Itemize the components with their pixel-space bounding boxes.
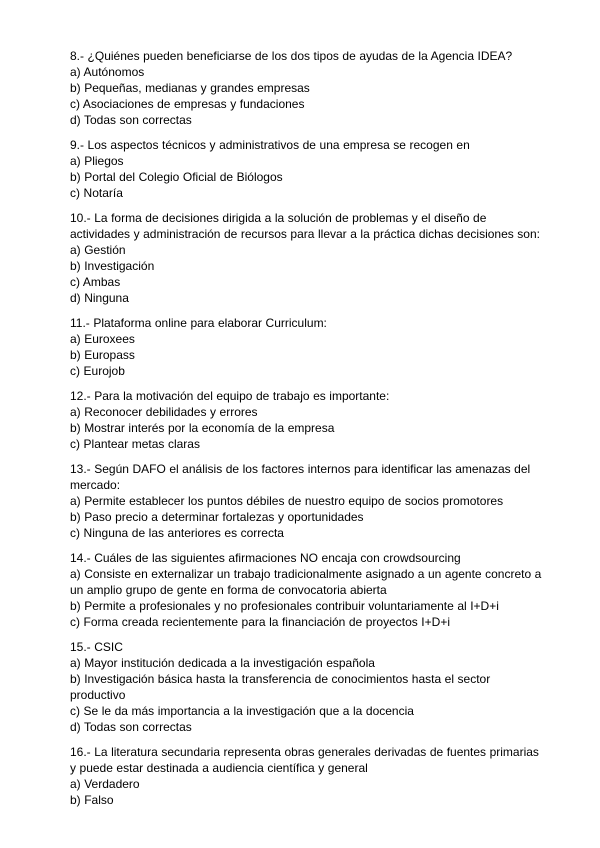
question-option: a) Mayor institución dedicada a la investigación española bbox=[70, 656, 375, 670]
question-text: 14.- Cuáles de las siguientes afirmaciones NO encaja con crowdsourcing bbox=[70, 551, 461, 565]
question-option: b) Pequeñas, medianas y grandes empresas bbox=[70, 81, 310, 95]
question-block-12 bbox=[70, 388, 542, 452]
question-option: b) Europass bbox=[70, 348, 135, 362]
question-option: a) Gestión bbox=[70, 243, 126, 257]
question-option: d) Todas son correctas bbox=[70, 720, 192, 734]
question-text: 15.- CSIC bbox=[70, 640, 123, 654]
question-option: b) Permite a profesionales y no profesionales contribuir voluntariamente al I+D+i bbox=[70, 599, 499, 613]
question-option: c) Ambas bbox=[70, 275, 121, 289]
question-option: c) Se le da más importancia a la investigación que a la docencia bbox=[70, 704, 414, 718]
question-option: c) Asociaciones de empresas y fundaciones bbox=[70, 97, 305, 111]
question-block-10 bbox=[70, 210, 542, 306]
question-text: 9.- Los aspectos técnicos y administrativos de una empresa se recogen en bbox=[70, 138, 470, 152]
question-option: a) Euroxees bbox=[70, 332, 135, 346]
question-option: a) Consiste en externalizar un trabajo tradicionalmente asignado a un agente concreto a un amplio grupo de gente en forma de convocatoria abierta bbox=[70, 567, 542, 597]
question-text: 16.- La literatura secundaria representa obras generales derivadas de fuentes primarias y puede estar destinada a audiencia científica y general bbox=[70, 745, 539, 775]
question-option: a) Permite establecer los puntos débiles de nuestro equipo de socios promotores bbox=[70, 494, 504, 508]
question-option: b) Falso bbox=[70, 793, 114, 807]
question-option: a) Autónomos bbox=[70, 65, 145, 79]
question-text: 10.- La forma de decisiones dirigida a la solución de problemas y el diseño de actividades y administración de recursos para llevar a la práctica dichas decisiones son: bbox=[70, 211, 540, 241]
question-option: b) Paso precio a determinar fortalezas y oportunidades bbox=[70, 510, 364, 524]
question-block-16 bbox=[70, 744, 542, 808]
question-option: c) Plantear metas claras bbox=[70, 437, 200, 451]
question-option: a) Verdadero bbox=[70, 777, 140, 791]
question-option: b) Mostrar interés por la economía de la empresa bbox=[70, 421, 335, 435]
question-option: d) Ninguna bbox=[70, 291, 129, 305]
question-option: d) Todas son correctas bbox=[70, 113, 192, 127]
question-block-14 bbox=[70, 550, 542, 630]
question-text: 8.- ¿Quiénes pueden beneficiarse de los dos tipos de ayudas de la Agencia IDEA? bbox=[70, 49, 513, 63]
question-text: 12.- Para la motivación del equipo de trabajo es importante: bbox=[70, 389, 390, 403]
question-block-11 bbox=[70, 315, 542, 379]
question-option: c) Notaría bbox=[70, 186, 123, 200]
question-block-8 bbox=[70, 48, 542, 128]
question-option: b) Portal del Colegio Oficial de Biólogos bbox=[70, 170, 283, 184]
question-block-9 bbox=[70, 137, 542, 201]
question-option: a) Reconocer debilidades y errores bbox=[70, 405, 258, 419]
question-option: c) Forma creada recientemente para la financiación de proyectos I+D+i bbox=[70, 615, 450, 629]
question-block-15 bbox=[70, 639, 542, 735]
question-option: c) Eurojob bbox=[70, 364, 125, 378]
question-option: b) Investigación básica hasta la transferencia de conocimientos hasta el sector productivo bbox=[70, 672, 491, 702]
question-text: 11.- Plataforma online para elaborar Curriculum: bbox=[70, 316, 327, 330]
question-block-13 bbox=[70, 461, 542, 541]
question-option: c) Ninguna de las anteriores es correcta bbox=[70, 526, 284, 540]
question-text: 13.- Según DAFO el análisis de los factores internos para identificar las amenazas del mercado: bbox=[70, 462, 531, 492]
question-option: a) Pliegos bbox=[70, 154, 124, 168]
question-option: b) Investigación bbox=[70, 259, 155, 273]
